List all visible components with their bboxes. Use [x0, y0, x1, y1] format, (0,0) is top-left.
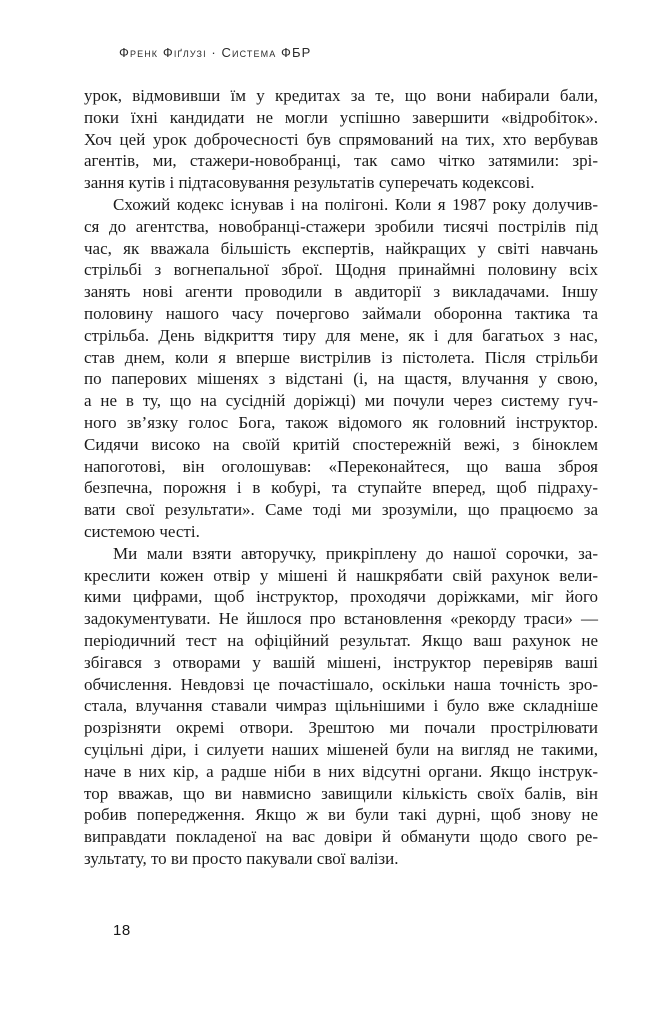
text-line: Хоч цей урок доброчесності був спрямований на тих, хто вербував [84, 129, 598, 149]
text-line: розрізняти окремі отвори. Зрештою ми почали прострілювати [84, 718, 598, 738]
body-text [84, 85, 598, 870]
text-line: креслити кожен отвір у мішені й нашкрябати свій рахунок вели- [84, 565, 598, 585]
paragraph [84, 194, 598, 543]
running-header: Френк Фіґлузі · Система ФБР [119, 45, 312, 60]
text-line: стала, влучання ставали чимраз щільнішими і було вже складніше [84, 696, 598, 716]
text-line: безпечна, порожня і в кобурі, та ступайте вперед, щоб підраху- [84, 478, 598, 498]
text-line: задокументувати. Не йшлося про встановлення «рекорду траси» — [84, 609, 598, 629]
text-line: тор вважав, що ви навмисно завищили кількість своїх балів, він [84, 783, 598, 803]
text-line: поки їхні кандидати не могли успішно завершити «відробіток». [84, 107, 598, 127]
text-line: половину нашого часу почергово займали оборонна тактика та [84, 303, 598, 323]
text-line: наче в них кір, а радше ніби в них відсутні органи. Якщо інструк- [84, 761, 598, 781]
text-line: ного зв’язку голос Бога, також відомого як головний інструктор. [84, 412, 598, 432]
text-line: суцільні діри, і силуети наших мішеней були на вигляд не такими, [84, 739, 598, 759]
text-line: ся до агентства, новобранці-стажери зробили тисячі пострілів під [84, 216, 598, 236]
text-line: вати свої результати». Саме тоді ми зрозуміли, що працюємо за [84, 500, 598, 520]
text-line: Сидячи високо на своїй критій спостережній вежі, з біноклем [84, 434, 598, 454]
text-line: став днем, коли я вперше вистрілив із пістолета. Після стрільби [84, 347, 598, 367]
text-line: по паперових мішенях з відстані (і, на щастя, влучання у свою, [84, 369, 598, 389]
text-line: час, як вважала більшість експертів, найкращих у світі навчань [84, 238, 598, 258]
text-line: занять нові агенти проводили в авдиторії з викладачами. Іншу [84, 282, 598, 302]
text-line: збігався з отворами у вашій мішені, інструктор перевіряв ваші [84, 652, 598, 672]
text-line: стрільбі з вогнепальної зброї. Щодня принаймні половину всіх [84, 260, 598, 280]
page-number: 18 [113, 922, 131, 939]
text-line: агентів, ми, стажери-новобранці, так само чітко затямили: зрі- [84, 151, 598, 171]
text-line: а не в ту, що на сусідній доріжці) ми почули через систему гуч- [84, 391, 598, 411]
text-line: Ми мали взяти авторучку, прикріплену до нашої сорочки, за- [113, 543, 598, 563]
paragraph [84, 543, 598, 870]
text-line: виправдати покладеної на вас довіри й обманути щодо свого ре- [84, 827, 598, 847]
text-line: обчислення. Невдовзі це почастішало, оскільки наша точність зро- [84, 674, 598, 694]
text-line: урок, відмовивши їм у кредитах за те, що вони набирали бали, [84, 86, 598, 105]
text-line: періодичний тест на офіційний результат. Якщо ваш рахунок не [84, 630, 598, 650]
text-line: Схожий кодекс існував і на полігоні. Коли я 1987 року долучив- [113, 194, 598, 214]
text-line: стрільба. День відкриття тиру для мене, як і для багатьох з нас, [84, 325, 598, 345]
text-line: робив попередження. Якщо ж ви були такі дурні, щоб знову не [84, 805, 598, 825]
text-line: зання кутів і підтасовування результатів суперечать кодексові. [84, 173, 535, 193]
text-line: зультату, то ви просто пакували свої валізи. [84, 848, 399, 868]
text-line: кими цифрами, щоб інструктор, проходячи доріжками, міг його [84, 587, 598, 607]
text-line: системою честі. [84, 521, 200, 541]
text-line: напоготові, він оголошував: «Переконайтеся, що ваша зброя [84, 456, 598, 476]
paragraph [84, 85, 598, 194]
